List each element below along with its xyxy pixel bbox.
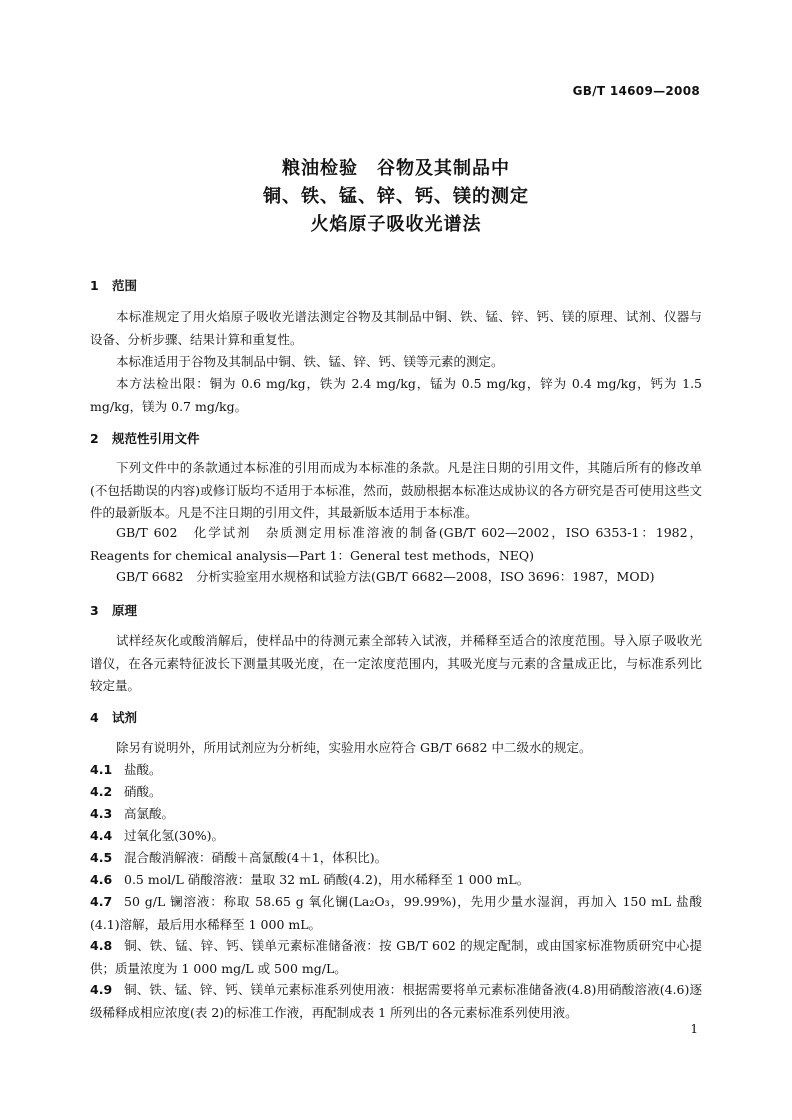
section-number: 4	[90, 710, 99, 725]
title-line-2: 铜、铁、锰、锌、钙、镁的测定	[263, 186, 529, 207]
list-item: 4.2 硝酸。	[90, 784, 162, 799]
list-item: 4.4 过氧化氢(30%)。	[90, 828, 225, 843]
reference-gbt602: GB/T 602 化学试剂 杂质测定用标准溶液的制备(GB/T 602—2002，ISO 6353-1：1982，Reagents for chemical analysis—Part 1：General test methods，NEQ)	[90, 525, 702, 563]
title-line-3: 火焰原子吸收光谱法	[310, 214, 482, 235]
section-2-heading	[90, 429, 200, 447]
section-number: 1	[90, 278, 99, 293]
section-4-heading	[90, 708, 137, 726]
list-item: 4.8 铜、铁、锰、锌、钙、镁单元素标准储备液：按 GB/T 602 的规定配制，或由国家标准物质研究中心提供；质量浓度为 1 000 mg/L 或 500 mg/L。	[90, 938, 702, 976]
list-item: 4.9 铜、铁、锰、锌、钙、镁单元素标准系列使用液：根据需要将单元素标准储备液(4.8)用硝酸溶液(4.6)逐级稀释成相应浓度(表 2)的标准工作液，再配制成表 1 所列出的各元素标准系列使用液。	[90, 982, 702, 1020]
reference-gbt6682: GB/T 6682 分析实验室用水规格和试验方法(GB/T 6682—2008，ISO 3696：1987，MOD)	[116, 569, 655, 584]
page-number: 1	[690, 1022, 698, 1036]
list-item: 4.6 0.5 mol/L 硝酸溶液：量取 32 mL 硝酸(4.2)，用水稀释至 1 000 mL。	[90, 872, 530, 887]
title-line-1: 粮油检验 谷物及其制品中	[282, 158, 510, 179]
list-item: 4.7 50 g/L 镧溶液：称取 58.65 g 氧化镧(La₂O₃，99.99%)，先用少量水湿润，再加入 150 mL 盐酸(4.1)溶解，最后用水稀释至 1 000 mL。	[90, 894, 702, 932]
list-item: 4.1 盐酸。	[90, 762, 162, 777]
paragraph: 本方法检出限：铜为 0.6 mg/kg，铁为 2.4 mg/kg，锰为 0.5 mg/kg，锌为 0.4 mg/kg，钙为 1.5 mg/kg，镁为 0.7 mg/kg。	[90, 376, 702, 414]
section-title: 规范性引用文件	[112, 431, 200, 446]
document-code: GB/T 14609—2008	[572, 84, 700, 98]
list-item: 4.3 高氯酸。	[90, 806, 175, 821]
list-item: 4.5 混合酸消解液：硝酸＋高氯酸(4＋1，体积比)。	[90, 850, 388, 865]
paragraph: 本标准适用于谷物及其制品中铜、铁、锰、锌、钙、镁等元素的测定。	[116, 354, 504, 369]
section-number: 3	[90, 603, 99, 618]
paragraph: 试样经灰化或酸消解后，使样品中的待测元素全部转入试液，并稀释至适合的浓度范围。导入原子吸收光谱仪，在各元素特征波长下测量其吸光度，在一定浓度范围内，其吸光度与元素的含量成正比，与标准系列比较定量。	[90, 633, 702, 693]
section-3-heading	[90, 601, 137, 619]
paragraph: 除另有说明外，所用试剂应为分析纯，实验用水应符合 GB/T 6682 中二级水的规定。	[116, 740, 592, 755]
section-1-heading	[90, 276, 137, 294]
section-title: 范围	[112, 278, 138, 293]
section-number: 2	[90, 431, 99, 446]
section-title: 试剂	[112, 710, 138, 725]
paragraph: 本标准规定了用火焰原子吸收光谱法测定谷物及其制品中铜、铁、锰、锌、钙、镁的原理、试剂、仪器与设备、分析步骤、结果计算和重复性。	[90, 309, 702, 347]
section-title: 原理	[112, 603, 138, 618]
paragraph: 下列文件中的条款通过本标准的引用而成为本标准的条款。凡是注日期的引用文件，其随后所有的修改单(不包括勘误的内容)或修订版均不适用于本标准，然而，鼓励根据本标准达成协议的各方研究是否可使用这些文件的最新版本。凡是不注日期的引用文件，其最新版本适用于本标准。	[90, 460, 702, 520]
